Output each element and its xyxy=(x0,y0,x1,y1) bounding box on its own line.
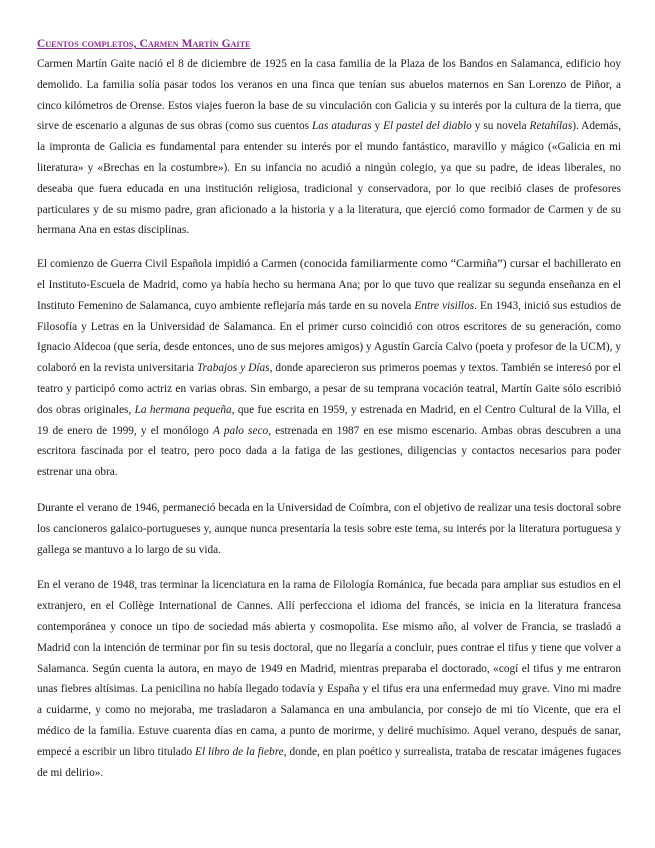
text: y xyxy=(371,120,384,133)
text: y su novela xyxy=(471,120,530,133)
text: , estrenada en 1987 en ese mismo escenario. Ambas obras descubren a una escritora fascinada por el teatro, pero poco dada a la fatiga de las gestiones, diligencias y contactos necesarios para poder estrenar una obra. xyxy=(37,424,621,479)
text: , donde aparecieron sus primeros poemas y textos. También se interesó por el teatro y participó como actriz en varias obras. Sin embargo, a pesar de su temprana vocación teatral, Martín Gaite sólo escribió dos obras originales, xyxy=(37,362,621,416)
work-title-a-palo-seco: A palo seco xyxy=(212,424,269,437)
paragraph-biography-childhood xyxy=(37,54,621,241)
work-title-retahilas: Retahílas xyxy=(529,120,573,133)
paragraph-coimbra: Durante el verano de 1946, permaneció becada en la Universidad de Coímbra, con el objetivo de realizar una tesis doctoral sobre los cancioneros galaico-portugueses y, aunque nunca presentaría la tesis sobre este tema, su interés por la literatura portuguesa y gallega se mantuvo a lo largo de su vida. xyxy=(37,501,621,556)
work-title-entre-visillos: Entre visillos xyxy=(414,299,475,312)
paragraph-cannes-illness xyxy=(37,575,621,783)
text: En el verano de 1948, tras terminar la licenciatura en la rama de Filología Románica, fue becada para ampliar sus estudios en el extranjero, en el Collège International de Cannes. Allí perfecciona el idioma del francés, se inicia en la literatura francesa contemporánea y conoce un tipo de sociedad más abierta y cosmopolita. Ese mismo año, al volver de Francia, se trasladó a Madrid con la intención de terminar por fin su tesis doctoral, que no llegaría a concluir, pues contrae el tifus y tiene que volver a Salamanca. Según cuenta la autora, en mayo de 1949 en Madrid, mientras preparaba el doctorado, «cogí el tifus y me entraron unas fiebres altísimas. La penicilina no había llegado todavía y España y el tifus era una enfermedad muy grave. Vino mi madre a cuidarme, y como no mejoraba, me trasladaron a Salamanca en una ambulancia, por consejo de mi tío Vicente, que era el médico de la familia. Estuve cuarenta días en cama, a punto de morirme, y deliré muchísimo. Aquel verano, después de sanar, empecé a escribir un libro titulado xyxy=(37,579,621,758)
work-title-el-pastel-del-diablo: El pastel del diablo xyxy=(383,120,472,133)
text: bachillerato en el Instituto-Escuela de Madrid, como ya había hecho su hermana Ana; por lo que tuvo que realizar su segunda enseñanza en el Instituto Femenino de Salamanca, cuyo ambiente reflejaría más tarde en su novela xyxy=(37,258,621,312)
nickname-text: (conocida familiarmente como “Carmiña”) cursar el xyxy=(299,256,551,271)
text: ). Además, la impronta de Galicia es fundamental para entender su interés por el mundo fantástico, maravillo y mágico («Galicia en mi literatura» y «Brechas en la costumbre»). En su infancia no acudió a ningún colegio, ya que su padre, de ideas liberales, no deseaba que fuera educada en una institución religiosa, tradicional y conservadora, por lo que recibió clases de profesores particulares y de su mismo padre, gran aficionado a la historia y a la literatura, que ejerció como formador de Carmen y de su hermana Ana en estas disciplinas. xyxy=(37,120,622,237)
work-title-la-hermana-pequena: La hermana pequeña xyxy=(134,403,232,416)
text: . En 1943, inició sus estudios de Filosofía y Letras en la Universidad de Salamanca. En el primer curso coincidió con otros escritores de su generación, como Ignacio Aldecoa (que sería, desde entonces, uno de sus mejores amigos) y Agustín García Calvo (poeta y profesor de la UCM), y colaboró en la revista universitaria xyxy=(37,299,621,375)
document-page xyxy=(37,36,621,798)
page-title[interactable]: Cuentos completos, Carmen Martín Gaite xyxy=(37,38,251,50)
paragraph-education-theatre xyxy=(37,253,621,483)
text: El comienzo de Guerra Civil Española impidió a Carmen xyxy=(37,258,300,271)
text: , que fue escrita en 1959, y estrenada en Madrid, en el Centro Cultural de la Villa, el 19 de enero de 1999, y el monólogo xyxy=(37,403,621,437)
text: Carmen Martín Gaite nació el 8 de diciembre de 1925 en la casa familia de la Plaza de los Bandos en Salamanca, edificio hoy demolido. La familia solía pasar todos los veranos en una finca que tenían sus abuelos maternos en San Lorenzo de Piñor, a cinco kilómetros de Orense. Estos viajes fueron la base de su vinculación con Galicia y su interés por la cultura de la tierra, que sirve de escenario a algunas de sus obras (como sus cuentos xyxy=(37,58,621,133)
magazine-title-trabajos-y-dias: Trabajos y Días xyxy=(197,362,270,375)
work-title-el-libro-de-la-fiebre: El libro de la fiebre xyxy=(195,745,284,758)
text: , donde, en plan poético y surrealista, trataba de rescatar imágenes fugaces de mi delirio». xyxy=(37,745,621,779)
work-title-las-ataduras: Las ataduras xyxy=(312,120,372,133)
